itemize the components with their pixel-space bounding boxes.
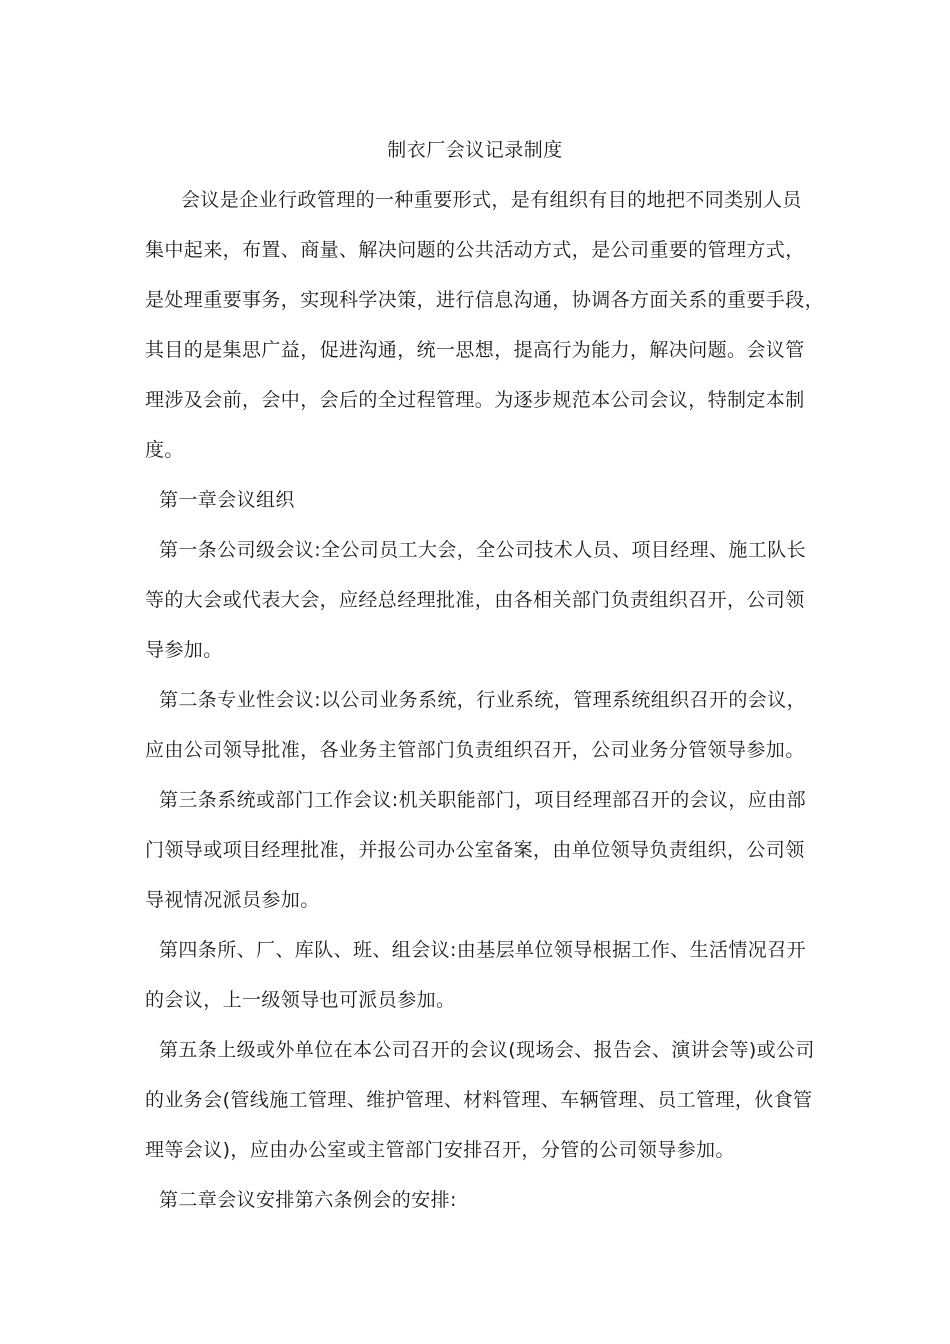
article-line: 导参加。	[145, 639, 223, 661]
paragraph-line: 会议是企业行政管理的一种重要形式，是有组织有目的地把不同类别人员	[181, 189, 802, 211]
article-line: 第二条专业性会议:以公司业务系统，行业系统，管理系统组织召开的会议，	[159, 689, 807, 711]
paragraph-line: 集中起来，布置、商量、解决问题的公共活动方式，是公司重要的管理方式，	[145, 239, 805, 261]
article-line: 门领导或项目经理批准，并报公司办公室备案，由单位领导负责组织，公司领	[145, 839, 805, 861]
article-line: 的会议，上一级领导也可派员参加。	[145, 989, 456, 1011]
article-line: 理等会议)，应由办公室或主管部门安排召开，分管的公司领导参加。	[145, 1139, 735, 1161]
paragraph-line: 其目的是集思广益，促进沟通，统一思想，提高行为能力，解决问题。会议管	[145, 339, 805, 361]
article-line: 第一条公司级会议:全公司员工大会，全公司技术人员、项目经理、施工队长	[159, 539, 807, 561]
article-line: 应由公司领导批准，各业务主管部门负责组织召开，公司业务分管领导参加。	[145, 739, 805, 761]
article-line: 第五条上级或外单位在本公司召开的会议(现场会、报告会、演讲会等)或公司	[159, 1039, 815, 1061]
paragraph-line: 理涉及会前，会中，会后的全过程管理。为逐步规范本公司会议，特制定本制	[145, 389, 805, 411]
article-line: 的业务会(管线施工管理、维护管理、材料管理、车辆管理、员工管理，伙食管	[145, 1089, 813, 1111]
chapter-heading: 第一章会议组织	[159, 489, 295, 511]
article-line: 第四条所、厂、库队、班、组会议:由基层单位领导根据工作、生活情况召开	[159, 939, 807, 961]
paragraph-line: 是处理重要事务，实现科学决策，进行信息沟通，协调各方面关系的重要手段，	[145, 289, 825, 311]
document-title: 制衣厂会议记录制度	[387, 139, 563, 161]
article-line: 导视情况派员参加。	[145, 889, 320, 911]
article-line: 等的大会或代表大会，应经总经理批准，由各相关部门负责组织召开，公司领	[145, 589, 805, 611]
article-line: 第三条系统或部门工作会议:机关职能部门，项目经理部召开的会议，应由部	[159, 789, 807, 811]
chapter-heading: 第二章会议安排第六条例会的安排:	[159, 1189, 457, 1211]
paragraph-line: 度。	[145, 439, 184, 461]
